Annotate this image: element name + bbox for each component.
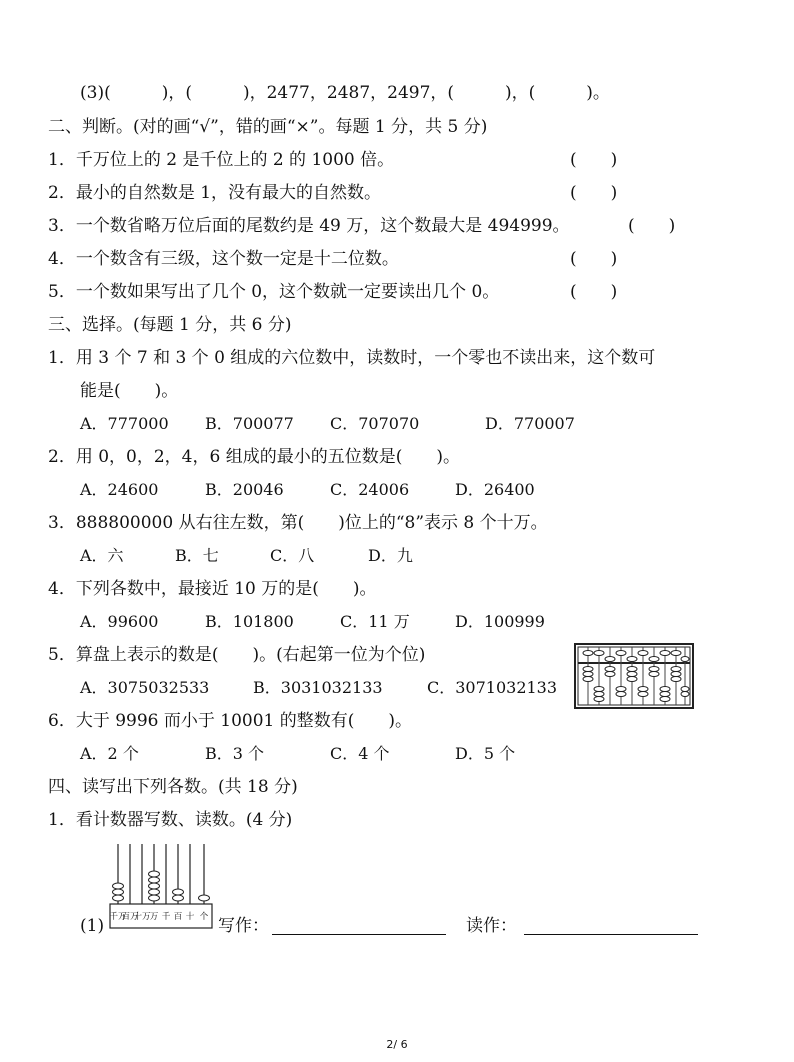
counter-label-shiwan: 十万	[133, 912, 151, 922]
choice-q5-option-b[interactable]: B．3031032133	[253, 678, 383, 697]
choice-q5-option-a[interactable]: A．3075032533	[80, 678, 210, 697]
choice-q5: 5．算盘上表示的数是( )。(右起第一位为个位)	[48, 645, 426, 665]
choice-q4: 4．下列各数中，最接近 10 万的是( )。	[48, 579, 377, 599]
judge-item-1: 1．千万位上的 2 是千位上的 2 的 1000 倍。	[48, 150, 395, 170]
write-label: 写作：	[218, 916, 269, 936]
judge-item-4: 4．一个数含有三级，这个数一定是十二位数。	[48, 249, 399, 269]
choice-q6-option-c[interactable]: C．4 个	[330, 744, 390, 763]
choice-q1-option-c[interactable]: C．707070	[330, 414, 420, 433]
choice-q6-option-b[interactable]: B．3 个	[205, 744, 265, 763]
read-label: 读作：	[466, 916, 517, 936]
counter-illustration	[108, 840, 218, 930]
choice-q2-option-d[interactable]: D．26400	[455, 480, 535, 499]
item-1-label: (1)	[80, 916, 105, 936]
choice-q3: 3．888800000 从右往左数，第( )位上的“8”表示 8 个十万。	[48, 513, 548, 533]
choice-q2-option-a[interactable]: A．24600	[80, 480, 159, 499]
counter-label-bai: 百	[173, 912, 183, 922]
choice-q2-option-c[interactable]: C．24006	[330, 480, 410, 499]
choice-q4-option-c[interactable]: C．11 万	[340, 612, 410, 631]
judge-item-3: 3．一个数省略万位后面的尾数约是 49 万，这个数最大是 494999。	[48, 216, 570, 236]
choice-q3-option-c[interactable]: C．八	[270, 546, 315, 565]
choice-q2-option-b[interactable]: B．20046	[205, 480, 284, 499]
section-2-heading: 二、判断。(对的画“√”，错的画“×”。每题 1 分，共 5 分)	[48, 117, 488, 137]
judge-answer-2[interactable]: ( )	[570, 183, 618, 203]
judge-item-2: 2．最小的自然数是 1，没有最大的自然数。	[48, 183, 382, 203]
read-answer-blank[interactable]	[524, 934, 698, 935]
section-3-heading: 三、选择。(每题 1 分，共 6 分)	[48, 315, 292, 335]
choice-q3-option-d[interactable]: D．九	[368, 546, 413, 565]
write-answer-blank[interactable]	[272, 934, 446, 935]
judge-answer-4[interactable]: ( )	[570, 249, 618, 269]
choice-q1-line2: 能是( )。	[80, 381, 179, 401]
counter-label-ge: 个	[199, 912, 209, 922]
counter-label-qianwan: 千万	[109, 912, 127, 922]
choice-q6: 6．大于 9996 而小于 10001 的整数有( )。	[48, 711, 413, 731]
choice-q1-option-b[interactable]: B．700077	[205, 414, 294, 433]
abacus-illustration	[574, 643, 694, 709]
choice-q6-option-a[interactable]: A．2 个	[80, 744, 139, 763]
choice-q4-option-d[interactable]: D．100999	[455, 612, 545, 631]
counter-label-baiwan: 百万	[121, 912, 139, 922]
choice-q5-option-c[interactable]: C．3071032133	[427, 678, 558, 697]
counter-label-wan: 万	[149, 912, 159, 922]
section-4-heading: 四、读写出下列各数。(共 18 分)	[48, 777, 298, 797]
fill-in-item-3: (3)( )，( )，2477，2487，2497，( )，( )。	[80, 83, 610, 103]
judge-item-5: 5．一个数如果写出了几个 0，这个数就一定要读出几个 0。	[48, 282, 500, 302]
choice-q4-option-b[interactable]: B．101800	[205, 612, 294, 631]
choice-q1-line1: 1．用 3 个 7 和 3 个 0 组成的六位数中，读数时，一个零也不读出来，这个数可	[48, 348, 656, 368]
choice-q6-option-d[interactable]: D．5 个	[455, 744, 516, 763]
choice-q1-option-d[interactable]: D．770007	[485, 414, 575, 433]
choice-q2: 2．用 0，0，2，4，6 组成的最小的五位数是( )。	[48, 447, 460, 467]
judge-answer-1[interactable]: ( )	[570, 150, 618, 170]
judge-answer-3[interactable]: ( )	[628, 216, 676, 236]
page-number: 2/ 6	[386, 1038, 408, 1051]
choice-q1-option-a[interactable]: A．777000	[80, 414, 169, 433]
choice-q4-option-a[interactable]: A．99600	[80, 612, 159, 631]
read-write-q1: 1．看计数器写数、读数。(4 分)	[48, 810, 293, 830]
counter-label-shi: 十	[185, 912, 195, 922]
counter-label-qian: 千	[161, 912, 171, 922]
choice-q3-option-a[interactable]: A．六	[80, 546, 124, 565]
choice-q3-option-b[interactable]: B．七	[175, 546, 219, 565]
judge-answer-5[interactable]: ( )	[570, 282, 618, 302]
